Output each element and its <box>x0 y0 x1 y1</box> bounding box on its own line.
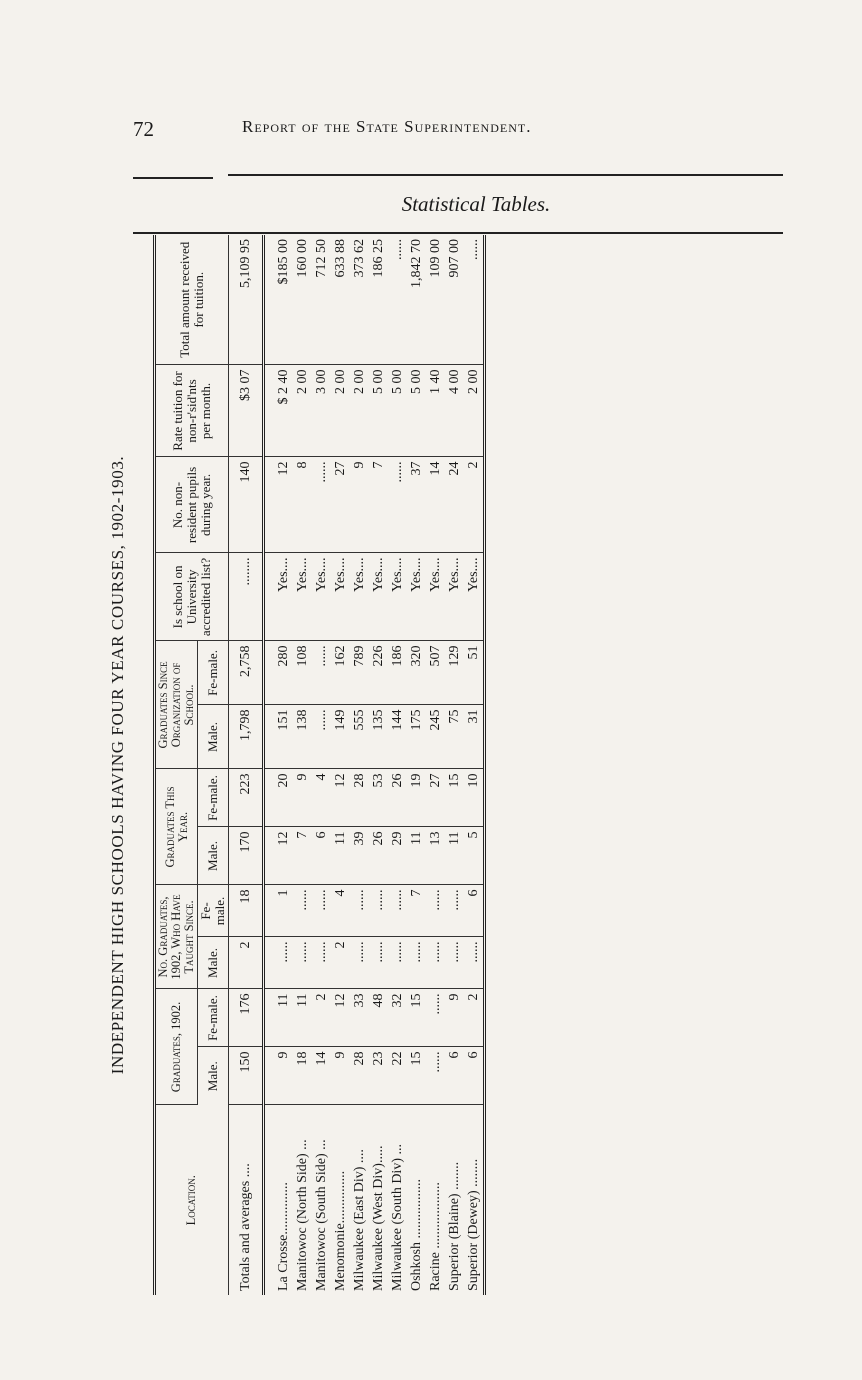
cell: 5 00 <box>388 365 407 457</box>
cell: 1 <box>263 885 293 937</box>
cell: 11 <box>293 989 312 1047</box>
cell: 12 <box>331 769 350 827</box>
cell: 27 <box>331 457 350 553</box>
cell: 15 <box>407 1047 426 1105</box>
cell: 33 <box>350 989 369 1047</box>
cell: ...... <box>407 937 426 989</box>
cell: 14 <box>426 457 445 553</box>
cell: 7 <box>293 827 312 885</box>
cell: 108 <box>293 641 312 705</box>
cell: 186 <box>388 641 407 705</box>
cell: 633 88 <box>331 235 350 365</box>
header-nonresident: No. non-resident pupils during year. <box>155 457 229 553</box>
cell: ...... <box>369 885 388 937</box>
cell: ...... <box>293 937 312 989</box>
header-male: Male. <box>198 937 228 989</box>
cell: 2 <box>464 457 485 553</box>
cell: ...... <box>369 937 388 989</box>
section-title: Statistical Tables. <box>401 192 551 216</box>
cell: 26 <box>388 769 407 827</box>
header-graduates-1902: Graduates, 1902. <box>155 989 198 1105</box>
cell: 7 <box>407 885 426 937</box>
cell: 14 <box>312 1047 331 1105</box>
cell: ...... <box>388 885 407 937</box>
cell: ...... <box>426 1047 445 1105</box>
cell: $185 00 <box>263 235 293 365</box>
table-row <box>445 235 464 1295</box>
header-location: Location. <box>155 1105 229 1295</box>
header-graduates-since-organization: Graduates Since Organization of School. <box>155 641 198 769</box>
cell: 18 <box>228 885 263 937</box>
cell: 223 <box>228 769 263 827</box>
cell: ...... <box>312 705 331 769</box>
location-cell: Oshkosh ................. <box>408 1178 424 1291</box>
cell: Yes.... <box>263 553 293 641</box>
cell: 4 00 <box>445 365 464 457</box>
cell: ...... <box>388 457 407 553</box>
table-row <box>350 235 369 1295</box>
cell: 1,798 <box>228 705 263 769</box>
cell: 149 <box>331 705 350 769</box>
header-total-tuition: Total amount received for tuition. <box>155 235 229 365</box>
table-title: INDEPENDENT HIGH SCHOOLS HAVING FOUR YEAR COURSES, 1902-1903. <box>108 455 127 1075</box>
cell: ...... <box>388 937 407 989</box>
cell: ...... <box>312 641 331 705</box>
cell: 140 <box>228 457 263 553</box>
header-male: Male. <box>198 1047 228 1105</box>
cell: 27 <box>426 769 445 827</box>
cell: 32 <box>388 989 407 1047</box>
header-male: Male. <box>198 827 228 885</box>
cell: 150 <box>228 1047 263 1105</box>
location-cell: Menomonie............... <box>332 1170 348 1291</box>
cell: 555 <box>350 705 369 769</box>
location-cell: Superior (Dewey) ........ <box>465 1158 481 1291</box>
header-graduates-this-year: Graduates This Year. <box>155 769 198 885</box>
cell: 2 <box>312 989 331 1047</box>
cell: 6 <box>464 1047 485 1105</box>
cell: ...... <box>312 885 331 937</box>
cell: ...... <box>312 937 331 989</box>
cell: 9 <box>293 769 312 827</box>
table-row <box>293 235 312 1295</box>
cell: 176 <box>228 989 263 1047</box>
section-rule <box>133 232 783 234</box>
cell: ...... <box>263 937 293 989</box>
cell: Yes.... <box>331 553 350 641</box>
cell: 226 <box>369 641 388 705</box>
cell: 11 <box>263 989 293 1047</box>
cell: ...... <box>293 885 312 937</box>
cell: Yes.... <box>388 553 407 641</box>
cell: 11 <box>445 827 464 885</box>
location-cell: Milwaukee (East Div) .... <box>351 1149 367 1291</box>
cell: 2 00 <box>464 365 485 457</box>
cell: 2 00 <box>293 365 312 457</box>
cell: 5 00 <box>407 365 426 457</box>
cell: 20 <box>263 769 293 827</box>
header-female: Fe-male. <box>198 989 228 1047</box>
statistics-table <box>153 235 486 1295</box>
cell: 712 50 <box>312 235 331 365</box>
cell: 1,842 70 <box>407 235 426 365</box>
cell: 19 <box>407 769 426 827</box>
cell: Yes.... <box>312 553 331 641</box>
cell: 138 <box>293 705 312 769</box>
cell: 2 00 <box>331 365 350 457</box>
cell: 39 <box>350 827 369 885</box>
location-cell: La Crosse............... <box>275 1182 291 1291</box>
location-cell: Manitowoc (South Side) ... <box>313 1139 329 1291</box>
table-row <box>464 235 485 1295</box>
cell: 26 <box>369 827 388 885</box>
cell: 24 <box>445 457 464 553</box>
table-row <box>407 235 426 1295</box>
cell: 9 <box>350 457 369 553</box>
cell: 12 <box>263 827 293 885</box>
cell: 22 <box>388 1047 407 1105</box>
cell: ...... <box>388 235 407 365</box>
cell: 109 00 <box>426 235 445 365</box>
cell: 6 <box>464 885 485 937</box>
cell: 907 00 <box>445 235 464 365</box>
data-rows <box>263 235 484 1295</box>
cell: 53 <box>369 769 388 827</box>
cell: 2 <box>228 937 263 989</box>
cell: 2,758 <box>228 641 263 705</box>
cell: ...... <box>350 885 369 937</box>
cell: ...... <box>445 937 464 989</box>
cell: $ 2 40 <box>263 365 293 457</box>
cell: 5 00 <box>369 365 388 457</box>
cell: 9 <box>263 1047 293 1105</box>
cell: ...... <box>464 235 485 365</box>
running-head: Report of the State Superintendent. <box>242 117 532 136</box>
cell: 31 <box>464 705 485 769</box>
cell: 18 <box>293 1047 312 1105</box>
table-row <box>263 235 293 1295</box>
cell: 5 <box>464 827 485 885</box>
page-number: 72 <box>133 117 154 141</box>
cell: 151 <box>263 705 293 769</box>
cell: 4 <box>331 885 350 937</box>
location-cell: Racine ................... <box>427 1182 443 1291</box>
cell: 2 00 <box>350 365 369 457</box>
cell: 15 <box>407 989 426 1047</box>
cell: 1 40 <box>426 365 445 457</box>
location-cell: Manitowoc (North Side) ... <box>294 1139 310 1291</box>
cell: 23 <box>369 1047 388 1105</box>
table-row <box>312 235 331 1295</box>
cell: ...... <box>426 989 445 1047</box>
totals-row <box>228 235 263 1295</box>
cell: 12 <box>331 989 350 1047</box>
cell: 9 <box>331 1047 350 1105</box>
cell: 37 <box>407 457 426 553</box>
cell: ...... <box>426 937 445 989</box>
cell: Yes.... <box>464 553 485 641</box>
cell: 9 <box>445 989 464 1047</box>
cell: 162 <box>331 641 350 705</box>
cell: 320 <box>407 641 426 705</box>
cell: 51 <box>464 641 485 705</box>
cell: Yes.... <box>426 553 445 641</box>
cell: 13 <box>426 827 445 885</box>
cell: 11 <box>331 827 350 885</box>
cell: 15 <box>445 769 464 827</box>
cell: Yes.... <box>445 553 464 641</box>
cell: ...... <box>445 885 464 937</box>
cell: Yes.... <box>369 553 388 641</box>
header-female: Fe-male. <box>198 641 228 705</box>
cell: 6 <box>312 827 331 885</box>
cell: 3 00 <box>312 365 331 457</box>
cell: 8 <box>293 457 312 553</box>
cell: 6 <box>445 1047 464 1105</box>
cell: 28 <box>350 769 369 827</box>
rotated-table-block <box>108 235 618 1295</box>
location-cell: Milwaukee (West Div)..... <box>370 1145 386 1291</box>
header-rule-right <box>228 174 783 176</box>
cell: 10 <box>464 769 485 827</box>
cell: 135 <box>369 705 388 769</box>
cell: 48 <box>369 989 388 1047</box>
header-taught-since: No. Graduates, 1902, Who Have Taught Since. <box>155 885 198 989</box>
cell: 175 <box>407 705 426 769</box>
cell: 7 <box>369 457 388 553</box>
cell: 144 <box>388 705 407 769</box>
cell: 789 <box>350 641 369 705</box>
cell: 170 <box>228 827 263 885</box>
header-female: Fe-male. <box>198 769 228 827</box>
cell: Yes.... <box>407 553 426 641</box>
cell: 75 <box>445 705 464 769</box>
table-row <box>388 235 407 1295</box>
location-cell: Superior (Blaine) ........ <box>446 1161 462 1291</box>
cell: 5,109 95 <box>228 235 263 365</box>
cell: ...... <box>312 457 331 553</box>
header-rule-left <box>133 177 213 179</box>
cell: 373 62 <box>350 235 369 365</box>
cell: Yes.... <box>350 553 369 641</box>
cell: 280 <box>263 641 293 705</box>
cell: 507 <box>426 641 445 705</box>
cell: 28 <box>350 1047 369 1105</box>
cell: 12 <box>263 457 293 553</box>
table-row <box>369 235 388 1295</box>
totals-label: Totals and averages .... <box>228 1105 263 1295</box>
cell: ...... <box>426 885 445 937</box>
cell: 11 <box>407 827 426 885</box>
cell: 160 00 <box>293 235 312 365</box>
header-accredited: Is school on University accredited list? <box>155 553 229 641</box>
location-cell: Milwaukee (South Div) ... <box>389 1144 405 1291</box>
table-row <box>426 235 445 1295</box>
cell: ...... <box>464 937 485 989</box>
cell: 245 <box>426 705 445 769</box>
cell: 29 <box>388 827 407 885</box>
header-rate: Rate tuition for non-r'sid'nts per month. <box>155 365 229 457</box>
header-female: Fe-male. <box>198 885 228 937</box>
cell: 129 <box>445 641 464 705</box>
table-row <box>331 235 350 1295</box>
cell: 2 <box>464 989 485 1047</box>
cell: ...... <box>350 937 369 989</box>
cell: $3 07 <box>228 365 263 457</box>
cell: ........ <box>228 553 263 641</box>
cell: 2 <box>331 937 350 989</box>
cell: 186 25 <box>369 235 388 365</box>
cell: 4 <box>312 769 331 827</box>
cell: Yes.... <box>293 553 312 641</box>
header-male: Male. <box>198 705 228 769</box>
